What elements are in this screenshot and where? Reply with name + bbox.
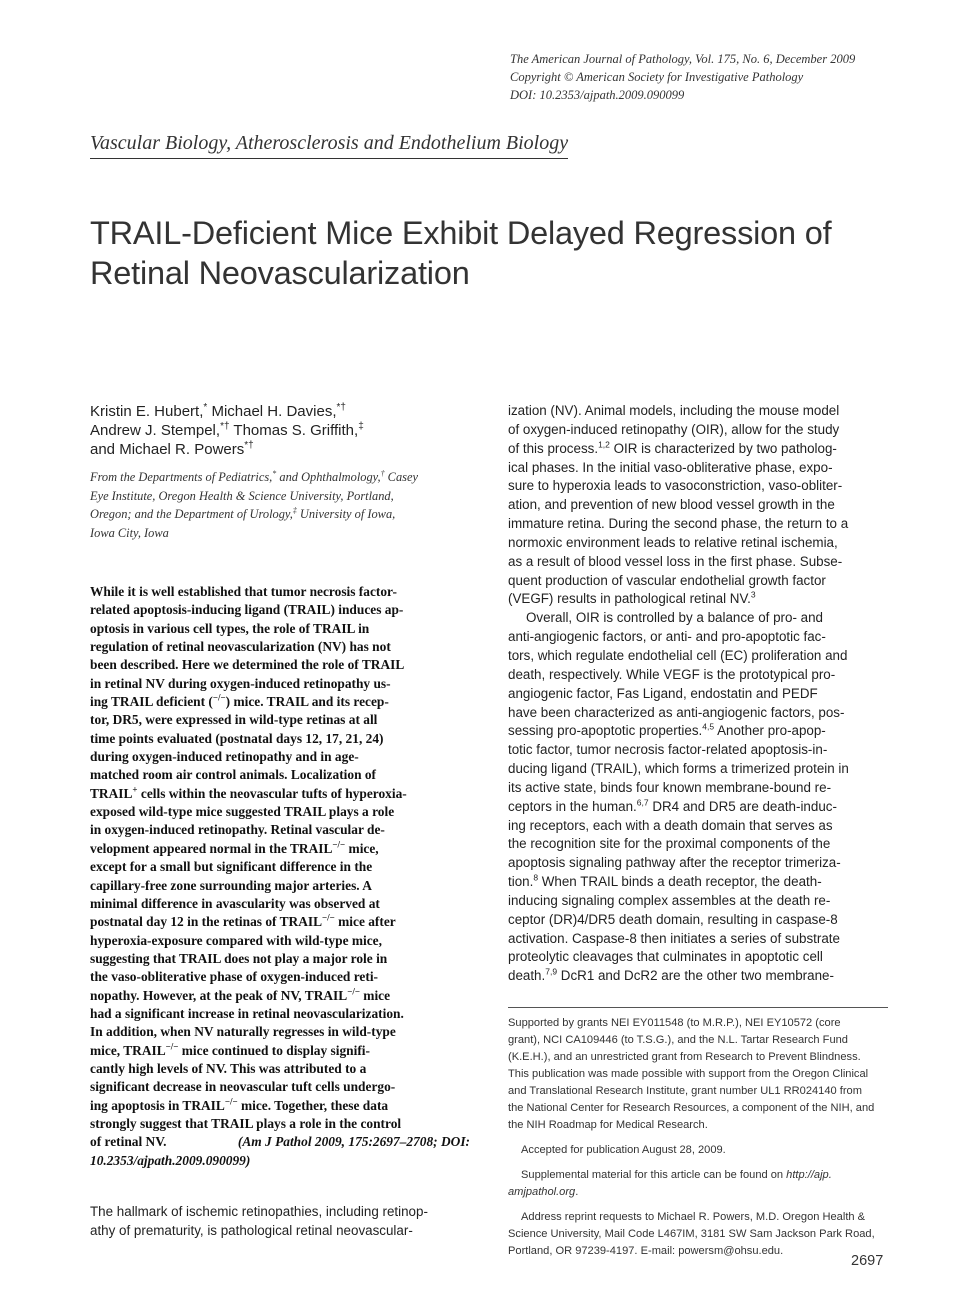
footnote-line xyxy=(508,1184,889,1201)
body-line: totic factor, tumor necrosis factor-related apoptosis-in- xyxy=(508,742,828,758)
superscript: −/− xyxy=(347,986,360,997)
footnote-line: This publication was made possible with support from the Oregon Clinical xyxy=(508,1068,869,1080)
superscript: −/− xyxy=(224,1096,238,1107)
body-text: DcR1 and DcR2 are the other two membrane- xyxy=(557,968,834,984)
author-mark: *† xyxy=(336,402,346,413)
abstract-line: regulation of retinal neovascularization (NV) has not xyxy=(90,639,391,655)
abstract-text: mice xyxy=(359,987,391,1003)
abstract-text: TRAIL xyxy=(90,785,133,801)
title-line: Retinal Neovascularization xyxy=(90,255,470,291)
author-mark: *† xyxy=(244,440,254,451)
affiliation-text: Casey xyxy=(384,470,418,484)
superscript: −/− xyxy=(212,692,226,703)
page-number: 2697 xyxy=(851,1253,884,1269)
body-line: sure to hyperoxia leads to vasoconstriction, vaso-obliter- xyxy=(508,478,843,494)
affiliation-line xyxy=(90,468,470,487)
affiliation-mark: ‡ xyxy=(292,505,297,515)
abstract-line: tor, DR5, were expressed in wild-type retinas at all xyxy=(90,712,378,728)
abstract-text: mice, TRAIL xyxy=(90,1042,166,1058)
body-line: tors, which regulate endothelial cell (EC) proliferation and xyxy=(508,647,848,663)
abstract-line xyxy=(90,1097,470,1115)
body-text: DR4 and DR5 are death-induc- xyxy=(648,798,837,814)
citation: (Am J Pathol 2009, 175:2697–2708; DOI: xyxy=(237,1134,470,1150)
author-line xyxy=(90,440,470,459)
abstract-line: except for a small but significant difference in the xyxy=(90,859,373,875)
body-line: activation. Caspase-8 then initiates a series of substrate xyxy=(508,930,840,946)
body-line: have been characterized as anti-angiogenic factors, pos- xyxy=(508,704,845,720)
abstract-text: velopment appeared normal in the TRAIL xyxy=(90,840,333,856)
abstract-line: minimal difference in avascularity was observed at xyxy=(90,895,380,911)
abstract-line: in retinal NV during oxygen-induced retinopathy us- xyxy=(90,675,391,691)
body-text: sessing pro-apoptotic properties. xyxy=(508,723,703,739)
body-line: Overall, OIR is controlled by a balance of pro- and xyxy=(526,610,823,626)
reference-superscript: 6,7 xyxy=(636,797,649,808)
affiliation-mark: * xyxy=(272,468,277,478)
abstract-line: time points evaluated (postnatal days 12, 17, 21, 24) xyxy=(90,730,384,746)
abstract-line: In addition, when NV naturally regresses in wild-type xyxy=(90,1024,396,1040)
abstract-text: nopathy. However, at the peak of NV, TRAIL xyxy=(90,987,348,1003)
body-line: ation, and prevention of new blood vessel growth in the xyxy=(508,497,835,513)
body-text: Another pro-apop- xyxy=(714,723,826,739)
author-name: Michael H. Davies, xyxy=(207,403,337,420)
abstract-text: postnatal day 12 in the retinas of TRAIL xyxy=(90,914,323,930)
body-text: of this process. xyxy=(508,440,599,456)
abstract-text: mice, xyxy=(345,840,379,856)
abstract-line xyxy=(90,913,470,931)
footnote-line: the National Center for Research Resources, a component of the NIH, and xyxy=(508,1102,875,1114)
abstract-text: mice continued to display signifi- xyxy=(178,1042,370,1058)
reference-superscript: 8 xyxy=(533,872,539,883)
affiliation-text: From the Departments of Pediatrics, xyxy=(90,470,273,484)
author-name: and Michael R. Powers xyxy=(90,441,245,458)
superscript: + xyxy=(132,784,138,795)
body-line xyxy=(508,440,888,459)
footnote-text: . xyxy=(575,1186,579,1198)
intro-paragraph xyxy=(90,1202,470,1240)
body-line: immature retina. During the second phase, the return to a xyxy=(508,516,849,532)
abstract-text: ) mice. TRAIL and its recep- xyxy=(225,694,389,710)
author-list xyxy=(90,402,470,459)
abstract-line: cantly high levels of NV. This was attributed to a xyxy=(90,1060,367,1076)
body-line: inducing signaling complex assembles at the death re- xyxy=(508,892,831,908)
abstract-line: been described. Here we determined the role of TRAIL xyxy=(90,657,405,673)
body-text: When TRAIL binds a death receptor, the death- xyxy=(538,874,822,890)
author-name: Kristin E. Hubert, xyxy=(90,403,204,420)
abstract-line xyxy=(90,693,470,711)
body-line xyxy=(508,590,888,609)
body-line: The hallmark of ischemic retinopathies, including retinop- xyxy=(90,1204,428,1219)
body-line: ical phases. In the initial vaso-obliterative phase, expo- xyxy=(508,459,833,475)
footnote-line: and Translational Research Institute, grant number UL1 RR024140 from xyxy=(508,1085,862,1097)
abstract-line: suggesting that TRAIL does not play a major role in xyxy=(90,950,388,966)
section-heading: Vascular Biology, Atherosclerosis and Endothelium Biology xyxy=(90,132,568,159)
body-text: tion. xyxy=(508,874,534,890)
abstract-line: strongly suggest that TRAIL plays a role in the control xyxy=(90,1115,402,1131)
body-line xyxy=(508,798,888,817)
body-line: apoptosis signaling pathway after the receptor trimeriza- xyxy=(508,855,841,871)
affiliation-line xyxy=(90,505,470,524)
abstract-line: in oxygen-induced retinopathy. Retinal vascular de- xyxy=(90,822,385,838)
body-line: death, respectively. While VEGF is the prototypical pro- xyxy=(508,666,836,682)
reference-superscript: 7,9 xyxy=(545,966,558,977)
author-name: Thomas S. Griffith, xyxy=(229,422,359,439)
abstract-line xyxy=(90,1042,470,1060)
journal-citation: The American Journal of Pathology, Vol. 175, No. 6, December 2009 xyxy=(510,52,856,66)
abstract-line xyxy=(90,1133,470,1151)
superscript: −/− xyxy=(332,839,346,850)
footnote-line: Portland, OR 97239-4197. E-mail: powersm@ohsu.edu. xyxy=(508,1245,784,1257)
affiliation-text: University of Iowa, xyxy=(296,507,396,521)
abstract-line: during oxygen-induced retinopathy and in age- xyxy=(90,749,359,765)
superscript: −/− xyxy=(322,912,335,923)
body-text: death. xyxy=(508,968,546,984)
abstract-text: ing apoptosis in TRAIL xyxy=(90,1097,225,1113)
abstract-text: ing TRAIL deficient ( xyxy=(90,694,213,710)
body-line: of oxygen-induced retinopathy (OIR), allow for the study xyxy=(508,421,840,437)
abstract xyxy=(90,583,470,1170)
body-line: angiogenic factor, Fas Ligand, endostatin and PEDF xyxy=(508,685,818,701)
abstract-text: mice. Together, these data xyxy=(237,1097,389,1113)
abstract-line: related apoptosis-inducing ligand (TRAIL) induces ap- xyxy=(90,602,404,618)
body-line: athy of prematurity, is pathological retinal neovascular- xyxy=(90,1223,413,1238)
affiliation-line: Iowa City, Iowa xyxy=(90,525,169,540)
author-mark: * xyxy=(203,402,208,413)
reference-superscript: 4,5 xyxy=(702,721,715,732)
body-line: ization (NV). Animal models, including the mouse model xyxy=(508,403,840,418)
author-mark: ‡ xyxy=(358,421,364,432)
body-text-right xyxy=(508,402,888,986)
footnote-line: the NIH Roadmap for Medical Research. xyxy=(508,1119,708,1131)
abstract-line xyxy=(90,840,470,858)
supplemental-link[interactable]: amjpathol.org xyxy=(508,1186,576,1198)
journal-header xyxy=(510,50,930,104)
reference-superscript: 3 xyxy=(750,589,756,600)
body-line: proteolytic cleavages that culminates in apoptotic cell xyxy=(508,949,823,965)
body-line: quent production of vascular endothelial growth factor xyxy=(508,572,826,588)
body-line xyxy=(508,722,888,741)
title-line: TRAIL-Deficient Mice Exhibit Delayed Regression of xyxy=(90,215,832,251)
citation: 10.2353/ajpath.2009.090099) xyxy=(90,1152,251,1168)
abstract-line: hyperoxia-exposure compared with wild-type mice, xyxy=(90,932,382,948)
body-text: ceptors in the human. xyxy=(508,798,637,814)
footnote-divider xyxy=(508,1007,888,1008)
body-line xyxy=(508,967,888,986)
abstract-line: capillary-free zone surrounding major arteries. A xyxy=(90,877,372,893)
footnote-line: (K.E.H.), and an unrestricted grant from Research to Prevent Blindness. xyxy=(508,1051,861,1063)
abstract-line: had a significant increase in retinal neovascularization. xyxy=(90,1005,404,1021)
footnote-line: grant), NCI CA109446 (to T.S.G.), and the N.L. Tartar Research Fund xyxy=(508,1034,848,1046)
body-text: (VEGF) results in pathological retinal NV. xyxy=(508,591,751,607)
footnote-line: Address reprint requests to Michael R. Powers, M.D. Oregon Health & xyxy=(521,1211,866,1223)
affiliation xyxy=(90,468,470,542)
author-line xyxy=(90,421,470,440)
superscript: −/− xyxy=(165,1041,179,1052)
author-mark: *† xyxy=(220,421,230,432)
abstract-text: mice after xyxy=(334,914,396,930)
body-line: as a result of blood vessel loss in the first phase. Subse- xyxy=(508,553,843,569)
abstract-line: matched room air control animals. Localization of xyxy=(90,767,377,783)
author-name: Andrew J. Stempel, xyxy=(90,422,221,439)
abstract-line: significant decrease in neovascular tuft cells undergo- xyxy=(90,1079,396,1095)
article-title xyxy=(90,213,920,293)
body-line: the recognition site for the proximal components of the xyxy=(508,836,831,852)
body-line: its active state, binds four known membrane-bound re- xyxy=(508,779,832,795)
abstract-line xyxy=(90,987,470,1005)
abstract-line: exposed wild-type mice suggested TRAIL plays a role xyxy=(90,804,395,820)
footnote-accepted: Accepted for publication August 28, 2009. xyxy=(521,1144,726,1156)
body-line: ducing ligand (TRAIL), which forms a trimerized protein in xyxy=(508,761,849,777)
reference-superscript: 1,2 xyxy=(598,439,610,450)
footnote-text: Supplemental material for this article can be found on xyxy=(521,1169,787,1181)
footnote-line xyxy=(508,1167,889,1184)
abstract-line: the vaso-obliterative phase of oxygen-induced reti- xyxy=(90,969,378,985)
footnotes xyxy=(508,1015,889,1260)
footnote-line: Science University, Mail Code L467IM, 3181 SW Sam Jackson Park Road, xyxy=(508,1228,875,1240)
body-line: anti-angiogenic factors, or anti- and pro-apoptotic fac- xyxy=(508,629,826,645)
body-line xyxy=(508,873,888,892)
author-line xyxy=(90,402,470,421)
abstract-line xyxy=(90,785,470,803)
abstract-text: of retinal NV. xyxy=(90,1134,167,1150)
abstract-line: While it is well established that tumor necrosis factor- xyxy=(90,584,397,599)
affiliation-text: and Ophthalmology, xyxy=(276,470,381,484)
abstract-text: cells within the neovascular tufts of hyperoxia- xyxy=(137,785,407,801)
supplemental-link[interactable]: http://ajp. xyxy=(786,1169,832,1181)
journal-copyright: Copyright © American Society for Investigative Pathology xyxy=(510,70,804,84)
affiliation-line: Eye Institute, Oregon Health & Science University, Portland, xyxy=(90,488,394,503)
footnote-line: Supported by grants NEI EY011548 (to M.R.P.), NEI EY10572 (core xyxy=(508,1017,841,1029)
journal-doi: DOI: 10.2353/ajpath.2009.090099 xyxy=(510,88,685,102)
body-line: ceptor (DR)4/DR5 death domain, resulting in caspase-8 xyxy=(508,911,838,927)
body-line: ing receptors, each with a death domain that serves as xyxy=(508,817,833,833)
body-text: OIR is characterized by two patholog- xyxy=(609,440,837,456)
body-line: normoxic environment leads to relative retinal ischemia, xyxy=(508,534,838,550)
affiliation-text: Oregon; and the Department of Urology, xyxy=(90,507,293,521)
affiliation-mark: † xyxy=(380,468,385,478)
abstract-line: optosis in various cell types, the role of TRAIL in xyxy=(90,620,370,636)
